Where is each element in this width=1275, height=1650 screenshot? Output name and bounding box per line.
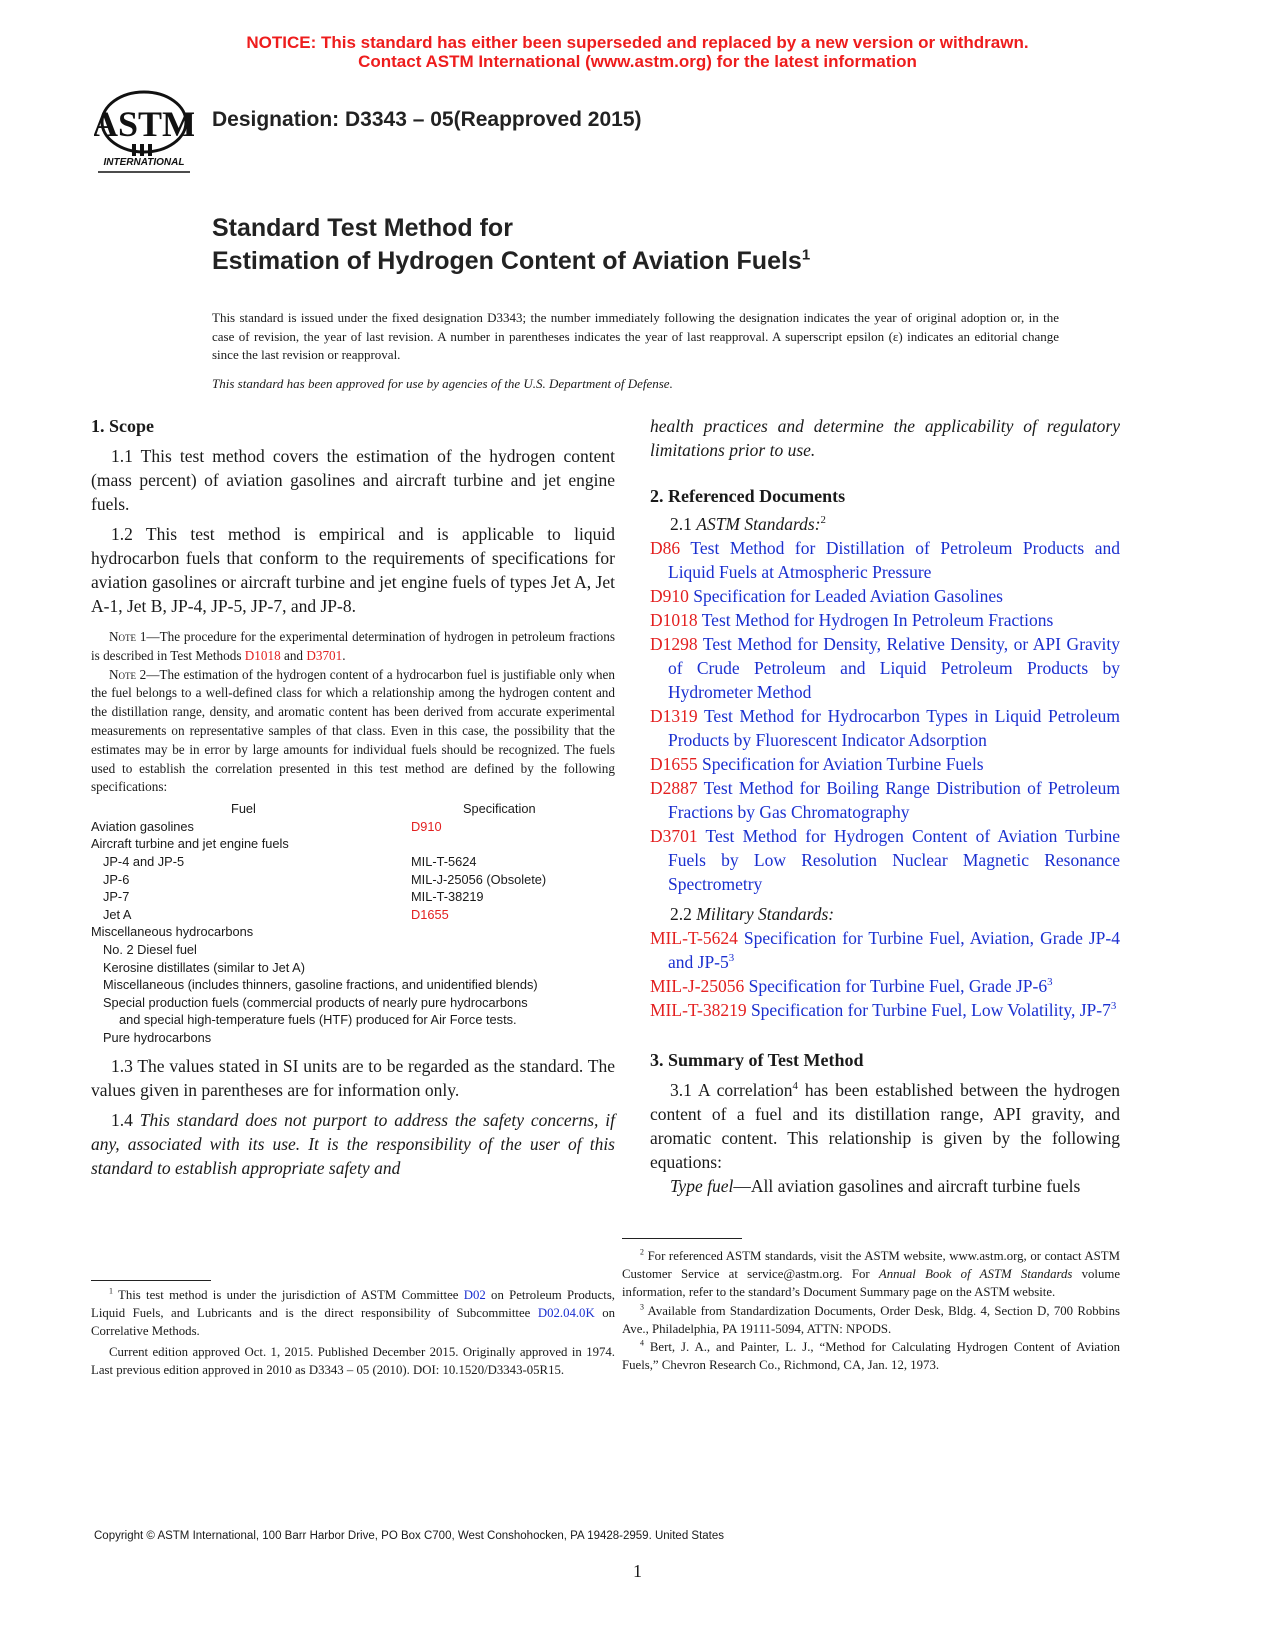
left-column xyxy=(91,414,615,1180)
footnote-1-text-c: on Correlative Methods. xyxy=(91,1306,616,1339)
fuel-cell: JP-4 and JP-5 xyxy=(103,853,185,869)
military-standards-list xyxy=(650,926,1120,1022)
footnote-1-text: This test method is under the jurisdiction of ASTM Committee xyxy=(112,1288,464,1302)
spec-cell: MIL-T-38219 xyxy=(411,889,484,905)
reference-title-link[interactable]: Test Method for Hydrogen In Petroleum Fractions xyxy=(701,610,1054,630)
note-2-text: —The estimation of the hydrogen content of a hydrocarbon fuel is justifiable only when the fuel belongs to a well-defined class for which a relationship among the hydrogen content and the distillation range, density, and aromatic content has been derived from accurate experimental measurements on representative samples of that class. Even in this case, the possibility that the estimates may be in error by large amounts for individual fuels should be recognized. The fuels used to establish the correlation presented in this test method are defined by the following specifications: xyxy=(91,666,615,795)
footnote-1-link-d02[interactable]: D02 xyxy=(463,1288,486,1302)
military-standards-label xyxy=(650,902,1120,926)
footnote-1-number: 1 xyxy=(109,1286,113,1296)
note-2 xyxy=(91,666,615,798)
fuel-cell: JP-6 xyxy=(103,871,130,887)
footnote-2 xyxy=(622,1247,1120,1302)
reference-item[interactable] xyxy=(650,704,1120,752)
scope-para-1-3: 1.3 The values stated in SI units are to be regarded as the standard. The values given in parentheses are for information only. xyxy=(91,1056,615,1101)
referenced-documents-heading: 2. Referenced Documents xyxy=(650,486,846,506)
reference-footnote-ref[interactable]: 3 xyxy=(1047,976,1053,989)
spec-cell: MIL-T-5624 xyxy=(411,853,477,869)
reference-code-link[interactable]: D2887 xyxy=(650,778,698,798)
note-1-end: . xyxy=(342,647,346,663)
fuel-cell: Aviation gasolines xyxy=(91,818,194,834)
reference-item[interactable] xyxy=(650,824,1120,896)
fuel-cell: Special production fuels (commercial products of nearly pure hydrocarbons xyxy=(103,994,528,1010)
fuel-cell: JP-7 xyxy=(103,889,130,905)
fuel-cell: Kerosine distillates (similar to Jet A) xyxy=(103,959,305,975)
footnote-4-text: Bert, J. A., and Painter, L. J., “Method for Calculating Hydrogen Content of Aviation Fuels,” Chevron Research Co., Richmond, CA, Jan. 12, 1973. xyxy=(622,1340,1120,1373)
reference-title-link[interactable]: Test Method for Hydrogen Content of Aviation Turbine Fuels by Low Resolution Nuclear Magnetic Resonance Spectrometry xyxy=(668,826,1120,894)
footnote-1 xyxy=(91,1286,615,1341)
fuel-cell: Jet A xyxy=(103,906,132,922)
title-footnote-ref[interactable]: 1 xyxy=(801,246,811,264)
para-1-4-text: This standard does not purport to address the safety concerns, if any, associated with its use. It is the responsibility of the user of this standard to establish appropriate safety and xyxy=(91,1110,615,1179)
summary-para-3-1 xyxy=(650,1078,1120,1174)
issued-statement: This standard is issued under the fixed designation D3343; the number immediately following the designation indicates the year of original adoption or, in the case of revision, the year of last revision. A number in parentheses indicates the year of last reapproval. A superscript epsilon (ε) indicates an editorial change since the last revision or reapproval. xyxy=(212,310,1059,362)
reference-item[interactable] xyxy=(650,998,1120,1022)
military-standards-number: 2.2 xyxy=(670,904,697,924)
scope-para-1-1: 1.1 This test method covers the estimation of the hydrogen content (mass percent) of aviation gasolines and aircraft turbine and jet engine fuels. xyxy=(91,446,615,514)
footnote-1-edition: Current edition approved Oct. 1, 2015. Published December 2015. Originally approved in 1974. Last previous edition approved in 2010 as D3343 – 05 (2010). DOI: 10.1520/D3343-05R15. xyxy=(91,1344,615,1377)
reference-item[interactable] xyxy=(650,584,1120,608)
designation: Designation: D3343 – 05(Reapproved 2015) xyxy=(212,108,642,131)
footnote-3 xyxy=(622,1302,1120,1338)
reference-item[interactable] xyxy=(650,926,1120,974)
fuel-cell: Pure hydrocarbons xyxy=(103,1029,212,1045)
scope-para-1-2: 1.2 This test method is empirical and is applicable to liquid hydrocarbon fuels that conform to the requirements of specifications for aviation gasolines or aircraft turbine and jet engine fuels of types Jet A, Jet A-1, Jet B, JP-4, JP-5, JP-7, and JP-8. xyxy=(91,524,615,616)
footnotes-left xyxy=(91,1280,615,1379)
table-row xyxy=(91,1029,615,1047)
table-row xyxy=(91,906,615,924)
table-row xyxy=(91,835,615,853)
astm-standards-list xyxy=(650,536,1120,896)
reference-code-link[interactable]: D1298 xyxy=(650,634,698,654)
footnote-4-number: 4 xyxy=(640,1338,644,1348)
table-header-spec: Specification xyxy=(463,801,536,817)
page-number: 1 xyxy=(633,1561,642,1581)
scope-heading: 1. Scope xyxy=(91,416,154,436)
reference-title-link[interactable]: Test Method for Boiling Range Distribution of Petroleum Fractions by Gas Chromatography xyxy=(668,778,1120,822)
notice-line-1: NOTICE: This standard has either been superseded and replaced by a new version or withdrawn. xyxy=(246,33,1029,52)
reference-title-link[interactable]: Test Method for Density, Relative Density, or API Gravity of Crude Petroleum and Liquid Petroleum Products by Hydrometer Method xyxy=(668,634,1121,702)
svg-text:ASTM: ASTM xyxy=(94,104,194,144)
reference-footnote-ref[interactable]: 3 xyxy=(1110,1000,1117,1013)
reference-item[interactable] xyxy=(650,974,1120,998)
table-row xyxy=(91,923,615,941)
footnote-rule xyxy=(622,1238,742,1239)
title-text: Estimation of Hydrogen Content of Aviation Fuels xyxy=(212,247,802,275)
reference-title-link[interactable]: Specification for Aviation Turbine Fuels xyxy=(702,754,984,774)
logo-text: INTERNATIONAL xyxy=(103,157,185,168)
note-1-link-d1018[interactable]: D1018 xyxy=(244,647,281,663)
footnote-2-text-b: volume information, refer to the standard’s Document Summary page on the ASTM website. xyxy=(622,1267,1121,1300)
type-fuel-label: Type fuel xyxy=(670,1176,734,1196)
fuel-cell: Miscellaneous hydrocarbons xyxy=(91,924,254,940)
reference-title-link[interactable]: Specification for Turbine Fuel, Low Volatility, JP-7 xyxy=(750,1000,1111,1020)
para-1-4-number: 1.4 xyxy=(111,1110,140,1131)
summary-para-3-1-text: 3.1 A correlation xyxy=(670,1080,793,1100)
spec-cell: MIL-J-25056 (Obsolete) xyxy=(411,871,547,887)
footnote-2-number: 2 xyxy=(640,1247,644,1257)
military-standards-title: Military Standards: xyxy=(696,904,835,924)
reference-code-link[interactable]: D1319 xyxy=(650,706,698,726)
reference-code-link[interactable]: D910 xyxy=(650,586,689,606)
table-header-fuel: Fuel xyxy=(231,801,256,817)
reference-footnote-ref[interactable]: 3 xyxy=(728,952,735,965)
fuel-cell: Aircraft turbine and jet engine fuels xyxy=(91,836,289,852)
table-row xyxy=(91,959,615,977)
footnote-3-number: 3 xyxy=(640,1302,644,1312)
summary-heading: 3. Summary of Test Method xyxy=(650,1050,864,1070)
spec-link[interactable]: D1655 xyxy=(411,906,449,922)
table-row xyxy=(91,818,615,836)
reference-item[interactable] xyxy=(650,608,1120,632)
astm-standards-number: 2.1 xyxy=(670,514,697,534)
reference-code-link[interactable]: D86 xyxy=(650,538,681,558)
reference-item[interactable] xyxy=(650,536,1120,584)
note-1-text: —The procedure for the experimental determination of hydrogen in petroleum fractions is described in Test Methods xyxy=(91,629,615,663)
table-row xyxy=(91,888,615,906)
fuel-cell: Miscellaneous (includes thinners, gasoline fractions, and unidentified blends) xyxy=(103,977,538,993)
fuel-cell: No. 2 Diesel fuel xyxy=(103,941,197,957)
table-row xyxy=(91,1011,615,1029)
fuel-cell: and special high-temperature fuels (HTF) produced for Air Force tests. xyxy=(119,1012,517,1028)
note-1-link-d3701[interactable]: D3701 xyxy=(306,647,343,663)
type-fuel-text: —All aviation gasolines and aircraft turbine fuels xyxy=(733,1176,1081,1196)
table-row xyxy=(91,941,615,959)
reference-code-link[interactable]: D1655 xyxy=(650,754,698,774)
summary-type-fuel xyxy=(650,1174,1120,1198)
reference-code-link[interactable]: MIL-J-25056 xyxy=(650,976,745,996)
astm-logo xyxy=(94,86,194,176)
notice-banner xyxy=(0,33,1275,71)
reference-item[interactable] xyxy=(650,632,1120,704)
right-column xyxy=(650,414,1120,1198)
footnote-2-text: For referenced ASTM standards, visit the ASTM website, www.astm.org, or contact ASTM Customer Service at service@astm.org. For xyxy=(622,1249,1120,1282)
table-row xyxy=(91,994,615,1012)
footnote-1-text-b: on Petroleum Products, Liquid Fuels, and Lubricants and is the direct responsibility of Subcommittee xyxy=(91,1288,615,1321)
note-2-label: Note 2 xyxy=(109,666,147,682)
reference-code-link[interactable]: MIL-T-38219 xyxy=(650,1000,747,1020)
note-1-label: Note 1 xyxy=(109,629,147,644)
reference-item[interactable] xyxy=(650,776,1120,824)
footnote-4 xyxy=(622,1338,1120,1374)
reference-code-link[interactable]: MIL-T-5624 xyxy=(650,928,738,948)
footnotes-right xyxy=(622,1238,1120,1374)
reference-title-link[interactable]: Specification for Turbine Fuel, Grade JP-6 xyxy=(748,976,1048,996)
spec-link[interactable]: D910 xyxy=(411,818,442,834)
astm-standards-label xyxy=(650,512,1120,536)
title-line-2 xyxy=(212,247,810,276)
reference-item[interactable] xyxy=(650,752,1120,776)
reference-code-link[interactable]: D3701 xyxy=(650,826,698,846)
footnote-3-text: Available from Standardization Documents, Order Desk, Bldg. 4, Section D, 700 Robbins Ave., Philadelphia, PA 19111-5094, ATTN: NPODS. xyxy=(622,1303,1120,1336)
astm-standards-title: ASTM Standards: xyxy=(696,514,821,534)
table-row xyxy=(91,871,615,889)
scope-para-1-4-continued: health practices and determine the applicability of regulatory limitations prior to use. xyxy=(650,416,1120,460)
note-1-and: and xyxy=(280,647,307,663)
footnote-rule xyxy=(91,1280,211,1281)
footnote-1-link-subcommittee[interactable]: D02.04.0K xyxy=(537,1306,595,1321)
astm-standards-footnote-ref[interactable]: 2 xyxy=(820,514,826,527)
dod-approval-statement: This standard has been approved for use by agencies of the U.S. Department of Defense. xyxy=(212,376,673,391)
reference-code-link[interactable]: D1018 xyxy=(650,610,698,630)
note-1 xyxy=(91,628,615,666)
reference-title-link[interactable]: Test Method for Distillation of Petroleum Products and Liquid Fuels at Atmospheric Pressure xyxy=(668,538,1120,582)
scope-para-1-4 xyxy=(91,1108,615,1180)
copyright: Copyright © ASTM International, 100 Barr Harbor Drive, PO Box C700, West Conshohocken, PA 19428-2959. United States xyxy=(94,1530,725,1542)
reference-title-link[interactable]: Specification for Leaded Aviation Gasolines xyxy=(693,586,1003,606)
table-row xyxy=(91,976,615,994)
footnote-2-italic: Annual Book of ASTM Standards xyxy=(878,1267,1073,1282)
fuel-spec-table xyxy=(91,800,615,1046)
reference-title-link[interactable]: Specification for Turbine Fuel, Aviation, Grade JP-4 and JP-5 xyxy=(668,928,1120,972)
table-row xyxy=(91,853,615,871)
summary-footnote-ref[interactable]: 4 xyxy=(792,1080,798,1093)
notice-line-2: Contact ASTM International (www.astm.org) for the latest information xyxy=(358,52,917,71)
summary-para-3-1-text-b: has been established between the hydrogen content of a fuel and its distillation range, API gravity, and aromatic content. This relationship is given by the following equations: xyxy=(650,1080,1120,1172)
title-line-1: Standard Test Method for xyxy=(212,214,513,242)
reference-title-link[interactable]: Test Method for Hydrocarbon Types in Liquid Petroleum Products by Fluorescent Indicator Adsorption xyxy=(668,706,1120,750)
